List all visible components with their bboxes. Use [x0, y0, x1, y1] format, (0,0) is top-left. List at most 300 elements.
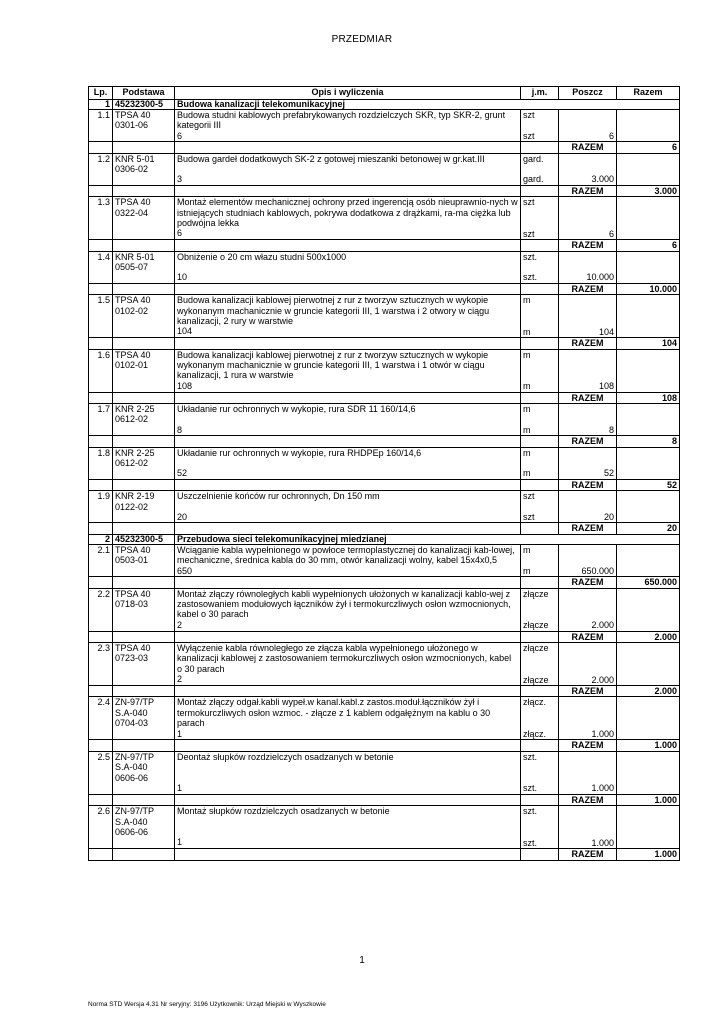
- opis-quantity: 20: [177, 512, 188, 523]
- podstawa-line: 0122-02: [115, 501, 149, 512]
- item-razem-empty: [617, 806, 680, 849]
- item-lp: 1.9: [89, 491, 113, 523]
- item-lp: 1.3: [89, 197, 113, 240]
- jm-unit-line: szt.: [523, 783, 538, 794]
- section-code: 45232300-5: [113, 100, 175, 110]
- table-row: [89, 491, 680, 523]
- razem-spacer: [175, 240, 521, 251]
- poszcz-value: 2.000: [591, 620, 614, 631]
- razem-spacer: [113, 794, 175, 805]
- item-lp: 1.1: [89, 110, 113, 142]
- jm-unit: złącze: [523, 642, 549, 653]
- item-lp: 1.8: [89, 447, 113, 479]
- razem-value: 20: [617, 523, 680, 534]
- podstawa-line: TPSA 40: [115, 197, 151, 208]
- poszcz-value: 3.000: [591, 174, 614, 185]
- razem-spacer: [175, 685, 521, 696]
- jm-unit: szt: [523, 110, 535, 120]
- razem-spacer: [521, 392, 559, 403]
- item-opis: [175, 197, 521, 240]
- poszcz-value: 1.000: [591, 783, 614, 794]
- item-lp: 2.1: [89, 544, 113, 576]
- opis-quantity: 2: [177, 674, 183, 685]
- podstawa-line: 0322-04: [115, 207, 149, 218]
- razem-spacer: [113, 577, 175, 588]
- opis-text: Budowa kanalizacji kablowej pierwotnej z rur z tworzyw sztucznych w wykopie wykonanym machanicznie w gruncie kategorii III, 1 warstwa i 2 otwory w ciągu kanalizacji, 2 rury w warstwie: [177, 295, 490, 327]
- razem-spacer: [175, 740, 521, 751]
- jm-unit-line: złącze: [523, 674, 549, 685]
- item-podstawa: [113, 806, 175, 849]
- item-opis: [175, 447, 521, 479]
- razem-spacer: [89, 794, 113, 805]
- razem-spacer: [89, 523, 113, 534]
- item-jm: [521, 295, 559, 338]
- razem-spacer: [89, 283, 113, 294]
- table-row: [89, 349, 680, 392]
- item-poszcz: [559, 349, 617, 392]
- item-poszcz: [559, 491, 617, 523]
- item-razem-empty: [617, 153, 680, 185]
- section-name: Budowa kanalizacji telekomunikacyjnej: [175, 100, 680, 110]
- poszcz-value: 52: [603, 468, 614, 479]
- razem-label: RAZEM: [559, 185, 617, 196]
- item-razem-empty: [617, 404, 680, 436]
- jm-unit: szt.: [523, 806, 538, 817]
- header-poszcz: Poszcz: [559, 87, 617, 100]
- razem-label: RAZEM: [559, 240, 617, 251]
- item-jm: [521, 349, 559, 392]
- jm-unit: gard.: [523, 153, 544, 164]
- razem-value: 52: [617, 479, 680, 490]
- podstawa-line: 0102-01: [115, 360, 149, 371]
- table-row: [89, 251, 680, 283]
- przedmiar-table: [88, 86, 680, 861]
- podstawa-line: TPSA 40: [115, 110, 151, 120]
- razem-spacer: [175, 436, 521, 447]
- podstawa-line: 0306-02: [115, 164, 149, 175]
- razem-label: RAZEM: [559, 577, 617, 588]
- razem-label: RAZEM: [559, 849, 617, 860]
- poszcz-value: 650.000: [581, 565, 614, 576]
- item-opis: [175, 295, 521, 338]
- item-poszcz: [559, 197, 617, 240]
- podstawa-line: 0102-02: [115, 305, 149, 316]
- razem-row: [89, 142, 680, 153]
- podstawa-line: 0723-03: [115, 653, 149, 664]
- poszcz-value: 10.000: [586, 272, 614, 283]
- razem-spacer: [113, 142, 175, 153]
- jm-unit-line: szt.: [523, 272, 538, 283]
- item-lp: 2.2: [89, 588, 113, 631]
- razem-spacer: [89, 577, 113, 588]
- razem-spacer: [175, 631, 521, 642]
- header-lp: Lp.: [89, 87, 113, 100]
- header-podstawa: Podstawa: [113, 87, 175, 100]
- jm-unit-line: złącz.: [523, 728, 547, 739]
- table-row: [89, 197, 680, 240]
- razem-spacer: [175, 392, 521, 403]
- razem-row: [89, 392, 680, 403]
- opis-text: Budowa studni kablowych prefabrykowanych rozdzielczych SKR, typ SKR-2, grunt kategorii III: [177, 110, 506, 131]
- podstawa-line: ZN-97/TP: [115, 697, 155, 708]
- podstawa-line: TPSA 40: [115, 544, 151, 555]
- jm-unit-line: szt: [523, 228, 535, 239]
- razem-spacer: [89, 740, 113, 751]
- razem-spacer: [175, 142, 521, 153]
- table-row: [89, 110, 680, 142]
- table-header-row: [89, 87, 680, 100]
- item-jm: [521, 447, 559, 479]
- razem-value: 10.000: [617, 283, 680, 294]
- jm-unit: m: [523, 544, 531, 555]
- item-razem-empty: [617, 697, 680, 740]
- item-lp: 1.2: [89, 153, 113, 185]
- table-row: [89, 404, 680, 436]
- item-podstawa: [113, 447, 175, 479]
- razem-spacer: [89, 436, 113, 447]
- item-opis: [175, 544, 521, 576]
- item-opis: [175, 491, 521, 523]
- razem-row: [89, 740, 680, 751]
- item-poszcz: [559, 447, 617, 479]
- jm-unit: szt.: [523, 751, 538, 762]
- podstawa-line: TPSA 40: [115, 295, 151, 306]
- razem-spacer: [521, 523, 559, 534]
- item-poszcz: [559, 295, 617, 338]
- item-poszcz: [559, 806, 617, 849]
- opis-text: Budowa gardeł dodatkowych SK-2 z gotowej mieszanki betonowej w gr.kat.III: [177, 153, 485, 164]
- item-lp: 2.6: [89, 806, 113, 849]
- poszcz-value: 20: [603, 512, 614, 523]
- razem-label: RAZEM: [559, 338, 617, 349]
- poszcz-value: 6: [608, 130, 614, 141]
- podstawa-line: 0718-03: [115, 598, 149, 609]
- opis-quantity: 10: [177, 272, 188, 283]
- razem-row: [89, 523, 680, 534]
- section-lp: 2: [89, 534, 113, 544]
- jm-unit: m: [523, 349, 531, 360]
- jm-unit-line: szt.: [523, 837, 538, 848]
- section-lp: 1: [89, 100, 113, 110]
- item-razem-empty: [617, 588, 680, 631]
- podstawa-line: KNR 2-25: [115, 404, 155, 415]
- item-poszcz: [559, 404, 617, 436]
- item-jm: [521, 697, 559, 740]
- razem-spacer: [113, 685, 175, 696]
- razem-label: RAZEM: [559, 685, 617, 696]
- razem-spacer: [521, 849, 559, 860]
- item-jm: [521, 404, 559, 436]
- jm-unit-line: szt: [523, 130, 535, 141]
- razem-row: [89, 283, 680, 294]
- razem-row: [89, 685, 680, 696]
- item-opis: [175, 588, 521, 631]
- item-opis: [175, 251, 521, 283]
- razem-spacer: [521, 436, 559, 447]
- razem-label: RAZEM: [559, 523, 617, 534]
- item-lp: 2.4: [89, 697, 113, 740]
- item-razem-empty: [617, 751, 680, 794]
- podstawa-line: S.A-040: [115, 816, 148, 827]
- item-poszcz: [559, 697, 617, 740]
- item-razem-empty: [617, 110, 680, 142]
- opis-quantity: 6: [177, 130, 183, 141]
- jm-unit-line: m: [523, 326, 531, 337]
- jm-unit: m: [523, 404, 531, 415]
- item-podstawa: [113, 588, 175, 631]
- razem-spacer: [521, 185, 559, 196]
- opis-quantity: 1: [177, 782, 183, 793]
- razem-label: RAZEM: [559, 283, 617, 294]
- razem-value: 2.000: [617, 685, 680, 696]
- razem-spacer: [89, 392, 113, 403]
- razem-spacer: [113, 523, 175, 534]
- razem-value: 104: [617, 338, 680, 349]
- item-razem-empty: [617, 349, 680, 392]
- item-jm: [521, 588, 559, 631]
- razem-label: RAZEM: [559, 436, 617, 447]
- razem-spacer: [175, 523, 521, 534]
- item-razem-empty: [617, 491, 680, 523]
- razem-label: RAZEM: [559, 794, 617, 805]
- jm-unit-line: szt: [523, 512, 535, 523]
- item-jm: [521, 153, 559, 185]
- table-row: [89, 697, 680, 740]
- item-razem-empty: [617, 197, 680, 240]
- item-opis: [175, 404, 521, 436]
- razem-value: 2.000: [617, 631, 680, 642]
- razem-value: 1.000: [617, 740, 680, 751]
- item-lp: 2.5: [89, 751, 113, 794]
- jm-unit-line: m: [523, 565, 531, 576]
- item-opis: [175, 110, 521, 142]
- razem-row: [89, 794, 680, 805]
- opis-text: Budowa kanalizacji kablowej pierwotnej z rur z tworzyw sztucznych w wykopie wykonanym machanicznie w gruncie kategorii III, 1 warstwa i 1 otwór w ciągu kanalizacji, 1 rura w warstwie: [177, 349, 489, 381]
- razem-value: 8: [617, 436, 680, 447]
- razem-spacer: [175, 185, 521, 196]
- razem-spacer: [175, 794, 521, 805]
- razem-spacer: [521, 685, 559, 696]
- opis-quantity: 3: [177, 174, 183, 185]
- item-opis: [175, 806, 521, 849]
- podstawa-line: KNR 5-01: [115, 251, 155, 262]
- razem-spacer: [175, 577, 521, 588]
- razem-row: [89, 849, 680, 860]
- razem-row: [89, 577, 680, 588]
- item-poszcz: [559, 642, 617, 685]
- item-opis: [175, 697, 521, 740]
- razem-label: RAZEM: [559, 392, 617, 403]
- item-poszcz: [559, 751, 617, 794]
- razem-spacer: [113, 392, 175, 403]
- item-podstawa: [113, 697, 175, 740]
- podstawa-line: 0612-02: [115, 414, 149, 425]
- podstawa-line: KNR 5-01: [115, 153, 155, 164]
- item-opis: [175, 642, 521, 685]
- item-podstawa: [113, 544, 175, 576]
- podstawa-line: 0612-02: [115, 458, 149, 469]
- razem-spacer: [521, 794, 559, 805]
- podstawa-line: 0606-06: [115, 826, 149, 837]
- item-opis: [175, 153, 521, 185]
- opis-text: Układanie rur ochronnych w wykopie, rura SDR 11 160/14,6: [177, 404, 416, 415]
- podstawa-line: ZN-97/TP: [115, 751, 155, 762]
- item-jm: [521, 110, 559, 142]
- razem-value: 6: [617, 142, 680, 153]
- razem-row: [89, 479, 680, 490]
- item-jm: [521, 544, 559, 576]
- razem-spacer: [113, 338, 175, 349]
- razem-spacer: [113, 631, 175, 642]
- jm-unit: złącz.: [523, 697, 547, 708]
- poszcz-value: 108: [598, 381, 614, 392]
- jm-unit: m: [523, 447, 531, 458]
- podstawa-line: 0301-06: [115, 120, 149, 131]
- razem-spacer: [113, 740, 175, 751]
- table-row: [89, 153, 680, 185]
- section-row: [89, 100, 680, 110]
- razem-spacer: [89, 479, 113, 490]
- razem-spacer: [89, 240, 113, 251]
- opis-text: Obniżenie o 20 cm włazu studni 500x1000: [177, 251, 347, 262]
- header-razem: Razem: [617, 87, 680, 100]
- item-razem-empty: [617, 447, 680, 479]
- table-row: [89, 447, 680, 479]
- razem-spacer: [521, 740, 559, 751]
- opis-text: Deontaż słupków rozdzielczych osadzanych w betonie: [177, 751, 394, 762]
- item-jm: [521, 642, 559, 685]
- razem-spacer: [521, 240, 559, 251]
- poszcz-value: 6: [608, 228, 614, 239]
- item-podstawa: [113, 491, 175, 523]
- item-podstawa: [113, 404, 175, 436]
- opis-quantity: 2: [177, 619, 183, 630]
- jm-unit: m: [523, 295, 531, 306]
- opis-quantity: 1: [177, 728, 183, 739]
- page-number: 1: [359, 955, 365, 966]
- opis-text: Wciąganie kabla wypełnionego w powłoce termoplastycznej do kanalizacji kab-lowej, mechaniczne, średnica kabla do 30 mm, otwór kanalizacji wolny, kabel 15x4x0,5: [177, 544, 515, 566]
- jm-unit: szt.: [523, 251, 538, 262]
- razem-spacer: [175, 849, 521, 860]
- item-poszcz: [559, 544, 617, 576]
- item-podstawa: [113, 110, 175, 142]
- razem-spacer: [521, 142, 559, 153]
- podstawa-line: 0606-06: [115, 772, 149, 783]
- item-poszcz: [559, 588, 617, 631]
- razem-spacer: [113, 283, 175, 294]
- razem-label: RAZEM: [559, 142, 617, 153]
- podstawa-line: S.A-040: [115, 762, 148, 773]
- razem-label: RAZEM: [559, 740, 617, 751]
- item-razem-empty: [617, 251, 680, 283]
- item-jm: [521, 806, 559, 849]
- podstawa-line: S.A-040: [115, 707, 148, 718]
- poszcz-value: 104: [598, 326, 614, 337]
- item-podstawa: [113, 751, 175, 794]
- header-opis: Opis i wyliczenia: [175, 87, 521, 100]
- item-podstawa: [113, 349, 175, 392]
- podstawa-line: TPSA 40: [115, 588, 151, 599]
- podstawa-line: TPSA 40: [115, 349, 151, 360]
- header-jm: j.m.: [521, 87, 559, 100]
- razem-spacer: [521, 283, 559, 294]
- podstawa-line: ZN-97/TP: [115, 806, 155, 817]
- razem-spacer: [113, 436, 175, 447]
- poszcz-value: 1.000: [591, 728, 614, 739]
- table-row: [89, 544, 680, 576]
- poszcz-value: 1.000: [591, 837, 614, 848]
- razem-value: 1.000: [617, 794, 680, 805]
- razem-spacer: [521, 479, 559, 490]
- podstawa-line: 0505-07: [115, 262, 149, 273]
- razem-value: 6: [617, 240, 680, 251]
- razem-spacer: [89, 185, 113, 196]
- item-lp: 1.4: [89, 251, 113, 283]
- item-podstawa: [113, 642, 175, 685]
- razem-spacer: [89, 849, 113, 860]
- podstawa-line: TPSA 40: [115, 642, 151, 653]
- opis-text: Wyłączenie kabla równoległego ze złącza kabla wypełnionego ułożonego w kanalizacji kablowej z zastosowaniem termokurczliwych osłon wzmocnionych, kabel o 30 parach: [177, 642, 512, 674]
- opis-quantity: 6: [177, 228, 183, 239]
- opis-quantity: 104: [177, 326, 193, 337]
- section-code: 45232300-5: [113, 534, 175, 544]
- razem-spacer: [89, 631, 113, 642]
- razem-spacer: [113, 185, 175, 196]
- table-row: [89, 642, 680, 685]
- section-row: [89, 534, 680, 544]
- item-jm: [521, 197, 559, 240]
- jm-unit-line: m: [523, 468, 531, 479]
- razem-spacer: [521, 631, 559, 642]
- item-jm: [521, 751, 559, 794]
- table-row: [89, 295, 680, 338]
- opis-quantity: 650: [177, 565, 193, 576]
- opis-quantity: 108: [177, 380, 193, 391]
- item-podstawa: [113, 251, 175, 283]
- table-row: [89, 588, 680, 631]
- razem-label: RAZEM: [559, 479, 617, 490]
- item-lp: 1.5: [89, 295, 113, 338]
- razem-spacer: [89, 338, 113, 349]
- poszcz-value: 8: [608, 424, 614, 435]
- poszcz-value: 2.000: [591, 674, 614, 685]
- opis-text: Montaż słupków rozdzielczych osadzanych w betonie: [177, 806, 390, 817]
- razem-value: 3.000: [617, 185, 680, 196]
- table-row: [89, 751, 680, 794]
- item-opis: [175, 751, 521, 794]
- item-lp: 2.3: [89, 642, 113, 685]
- item-poszcz: [559, 153, 617, 185]
- razem-value: 650.000: [617, 577, 680, 588]
- item-podstawa: [113, 197, 175, 240]
- item-jm: [521, 491, 559, 523]
- razem-spacer: [113, 240, 175, 251]
- razem-spacer: [113, 849, 175, 860]
- item-lp: 1.6: [89, 349, 113, 392]
- jm-unit-line: m: [523, 381, 531, 392]
- opis-text: Montaż złączy równoległych kabli wypełnionych ułożonych w kanalizacji kablo-wej z zastosowaniem modułowych łączników żył i termokurczliwych osłon wzmocnionych, kabel o 30 parach: [177, 588, 511, 620]
- item-podstawa: [113, 295, 175, 338]
- jm-unit-line: m: [523, 424, 531, 435]
- opis-quantity: 52: [177, 468, 188, 479]
- jm-unit-line: złącze: [523, 620, 549, 631]
- razem-spacer: [113, 479, 175, 490]
- razem-value: 1.000: [617, 849, 680, 860]
- section-name: Przebudowa sieci telekomunikacyjnej miedzianej: [175, 534, 680, 544]
- razem-row: [89, 240, 680, 251]
- jm-unit: szt: [523, 491, 535, 502]
- jm-unit-line: gard.: [523, 174, 544, 185]
